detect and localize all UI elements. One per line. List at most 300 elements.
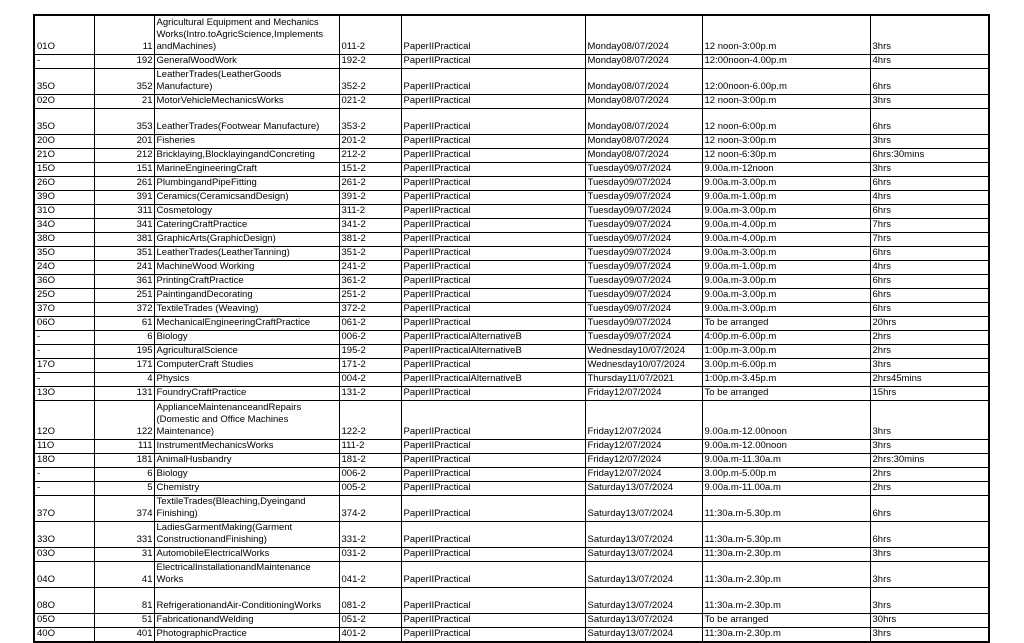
cell-subject-name: AgriculturalScience xyxy=(154,344,339,358)
cell-paper-title: PaperIIPractical xyxy=(401,218,585,232)
cell-subject-name: RefrigerationandAir-ConditioningWorks xyxy=(154,587,339,613)
table-row xyxy=(34,176,989,190)
cell-paper-title: PaperIIPractical xyxy=(401,274,585,288)
cell-duration: 30hrs xyxy=(870,613,989,627)
cell-exam-time: 11:30a.m-2.30p.m xyxy=(702,627,870,642)
cell-duration: 3hrs xyxy=(870,587,989,613)
cell-paper-title: PaperIIPractical xyxy=(401,108,585,134)
cell-exam-time: 11:30a.m-2.30p.m xyxy=(702,587,870,613)
cell-exam-date: Friday12/07/2024 xyxy=(585,453,702,467)
cell-exam-time: 12:00noon-4.00p.m xyxy=(702,54,870,68)
cell-paper-code: 122-2 xyxy=(339,400,401,439)
cell-duration: 4hrs xyxy=(870,54,989,68)
cell-paper-code: 381-2 xyxy=(339,232,401,246)
cell-exam-series-code: - xyxy=(34,481,94,495)
cell-exam-date: Friday12/07/2024 xyxy=(585,400,702,439)
cell-exam-time: 4:00p.m-6.00p.m xyxy=(702,330,870,344)
cell-subject-name: ComputerCraft Studies xyxy=(154,358,339,372)
cell-subject-name: GeneralWoodWork xyxy=(154,54,339,68)
cell-exam-date: Monday08/07/2024 xyxy=(585,54,702,68)
cell-subject-number: 331 xyxy=(94,521,154,547)
cell-subject-name: LeatherTrades(LeatherTanning) xyxy=(154,246,339,260)
cell-subject-name: TextileTrades (Weaving) xyxy=(154,302,339,316)
table-row xyxy=(34,453,989,467)
cell-exam-time: 3.00p.m-5.00p.m xyxy=(702,467,870,481)
table-row xyxy=(34,495,989,521)
cell-exam-time: To be arranged xyxy=(702,316,870,330)
cell-duration: 6hrs xyxy=(870,246,989,260)
cell-subject-name: InstrumentMechanicsWorks xyxy=(154,439,339,453)
cell-exam-series-code: 13O xyxy=(34,386,94,400)
table-row xyxy=(34,587,989,613)
cell-exam-date: Tuesday09/07/2024 xyxy=(585,246,702,260)
cell-exam-time: 9.00a.m-4.00p.m xyxy=(702,232,870,246)
cell-exam-time: 1:00p.m-3.00p.m xyxy=(702,344,870,358)
cell-subject-name: Fisheries xyxy=(154,134,339,148)
cell-paper-code: 351-2 xyxy=(339,246,401,260)
table-row xyxy=(34,204,989,218)
cell-paper-code: 374-2 xyxy=(339,495,401,521)
cell-duration: 6hrs xyxy=(870,521,989,547)
cell-exam-date: Tuesday09/07/2024 xyxy=(585,330,702,344)
cell-exam-series-code: 05O xyxy=(34,613,94,627)
cell-subject-number: 131 xyxy=(94,386,154,400)
cell-exam-date: Tuesday09/07/2024 xyxy=(585,232,702,246)
table-row xyxy=(34,288,989,302)
cell-exam-date: Tuesday09/07/2024 xyxy=(585,260,702,274)
table-row xyxy=(34,232,989,246)
cell-exam-time: 9.00a.m-11.00a.m xyxy=(702,481,870,495)
cell-paper-title: PaperIIPractical xyxy=(401,481,585,495)
cell-paper-code: 041-2 xyxy=(339,561,401,587)
cell-subject-number: 381 xyxy=(94,232,154,246)
cell-exam-series-code: 37O xyxy=(34,302,94,316)
table-row xyxy=(34,358,989,372)
cell-subject-number: 352 xyxy=(94,68,154,94)
cell-paper-code: 004-2 xyxy=(339,372,401,386)
cell-exam-date: Saturday13/07/2024 xyxy=(585,481,702,495)
exam-timetable-table xyxy=(33,14,990,643)
cell-exam-series-code: 18O xyxy=(34,453,94,467)
cell-exam-time: 3.00p.m-6.00p.m xyxy=(702,358,870,372)
cell-exam-time: 1:00p.m-3.45p.m xyxy=(702,372,870,386)
cell-exam-time: 12:00noon-6.00p.m xyxy=(702,68,870,94)
cell-duration: 3hrs xyxy=(870,400,989,439)
cell-subject-number: 401 xyxy=(94,627,154,642)
cell-subject-name: ApplianceMaintenanceandRepairs (Domestic and Office Machines Maintenance) xyxy=(154,400,339,439)
table-row xyxy=(34,344,989,358)
cell-duration: 6hrs xyxy=(870,302,989,316)
cell-subject-name: FabricationandWelding xyxy=(154,613,339,627)
cell-exam-time: 9.00a.m-1.00p.m xyxy=(702,260,870,274)
cell-paper-code: 151-2 xyxy=(339,162,401,176)
cell-paper-title: PaperIIPractical xyxy=(401,176,585,190)
cell-paper-code: 061-2 xyxy=(339,316,401,330)
table-row xyxy=(34,218,989,232)
cell-subject-name: LadiesGarmentMaking(Garment ConstructionandFinishing) xyxy=(154,521,339,547)
cell-exam-series-code: 20O xyxy=(34,134,94,148)
cell-duration: 6hrs:30mins xyxy=(870,148,989,162)
cell-exam-date: Saturday13/07/2024 xyxy=(585,613,702,627)
cell-duration: 7hrs xyxy=(870,218,989,232)
cell-exam-date: Friday12/07/2024 xyxy=(585,439,702,453)
cell-duration: 3hrs xyxy=(870,561,989,587)
cell-subject-number: 212 xyxy=(94,148,154,162)
cell-paper-code: 031-2 xyxy=(339,547,401,561)
table-row xyxy=(34,547,989,561)
cell-subject-number: 61 xyxy=(94,316,154,330)
cell-exam-date: Saturday13/07/2024 xyxy=(585,547,702,561)
cell-exam-series-code: 01O xyxy=(34,15,94,54)
timetable-sheet xyxy=(33,14,990,643)
cell-subject-name: Biology xyxy=(154,330,339,344)
cell-paper-code: 353-2 xyxy=(339,108,401,134)
cell-duration: 7hrs xyxy=(870,232,989,246)
table-row xyxy=(34,481,989,495)
cell-exam-time: 9.00a.m-3.00p.m xyxy=(702,246,870,260)
cell-paper-title: PaperIIPractical xyxy=(401,162,585,176)
table-row xyxy=(34,561,989,587)
cell-subject-name: Cosmetology xyxy=(154,204,339,218)
cell-exam-date: Monday08/07/2024 xyxy=(585,68,702,94)
cell-subject-name: PlumbingandPipeFitting xyxy=(154,176,339,190)
table-row xyxy=(34,68,989,94)
cell-exam-series-code: - xyxy=(34,344,94,358)
table-row xyxy=(34,400,989,439)
cell-exam-series-code: 24O xyxy=(34,260,94,274)
cell-exam-series-code: 35O xyxy=(34,68,94,94)
cell-paper-title: PaperIIPractical xyxy=(401,400,585,439)
cell-exam-time: 9.00a.m-3.00p.m xyxy=(702,274,870,288)
cell-exam-series-code: 40O xyxy=(34,627,94,642)
cell-exam-series-code: 39O xyxy=(34,190,94,204)
cell-subject-name: MarineEngineeringCraft xyxy=(154,162,339,176)
cell-paper-code: 391-2 xyxy=(339,190,401,204)
cell-paper-code: 081-2 xyxy=(339,587,401,613)
cell-paper-title: PaperIIPractical xyxy=(401,134,585,148)
cell-paper-code: 006-2 xyxy=(339,467,401,481)
cell-subject-number: 122 xyxy=(94,400,154,439)
cell-exam-series-code: 11O xyxy=(34,439,94,453)
cell-paper-title: PaperIIPractical xyxy=(401,190,585,204)
cell-subject-number: 4 xyxy=(94,372,154,386)
cell-exam-series-code: 04O xyxy=(34,561,94,587)
cell-exam-date: Monday08/07/2024 xyxy=(585,15,702,54)
cell-duration: 3hrs xyxy=(870,15,989,54)
cell-exam-series-code: - xyxy=(34,467,94,481)
cell-duration: 2hrs45mins xyxy=(870,372,989,386)
cell-duration: 6hrs xyxy=(870,204,989,218)
table-row xyxy=(34,108,989,134)
cell-paper-title: PaperIIPractical xyxy=(401,613,585,627)
cell-subject-number: 171 xyxy=(94,358,154,372)
table-row xyxy=(34,190,989,204)
cell-subject-number: 192 xyxy=(94,54,154,68)
cell-subject-name: Chemistry xyxy=(154,481,339,495)
cell-exam-series-code: 37O xyxy=(34,495,94,521)
table-row xyxy=(34,15,989,54)
cell-subject-name: MechanicalEngineeringCraftPractice xyxy=(154,316,339,330)
cell-subject-number: 21 xyxy=(94,94,154,108)
cell-paper-code: 352-2 xyxy=(339,68,401,94)
cell-duration: 3hrs xyxy=(870,162,989,176)
cell-exam-time: 9.00a.m-3.00p.m xyxy=(702,288,870,302)
cell-duration: 3hrs xyxy=(870,94,989,108)
cell-paper-title: PaperIIPractical xyxy=(401,439,585,453)
cell-paper-title: PaperIIPractical xyxy=(401,453,585,467)
cell-exam-series-code: 08O xyxy=(34,587,94,613)
cell-paper-title: PaperIIPractical xyxy=(401,358,585,372)
cell-subject-number: 391 xyxy=(94,190,154,204)
cell-exam-series-code: 25O xyxy=(34,288,94,302)
cell-subject-number: 361 xyxy=(94,274,154,288)
table-row xyxy=(34,302,989,316)
cell-exam-date: Tuesday09/07/2024 xyxy=(585,218,702,232)
cell-exam-time: 9.00a.m-3.00p.m xyxy=(702,204,870,218)
table-row xyxy=(34,274,989,288)
cell-paper-code: 341-2 xyxy=(339,218,401,232)
cell-exam-series-code: 02O xyxy=(34,94,94,108)
cell-exam-series-code: 35O xyxy=(34,108,94,134)
table-row xyxy=(34,162,989,176)
cell-paper-title: PaperIIPractical xyxy=(401,495,585,521)
cell-subject-number: 11 xyxy=(94,15,154,54)
cell-exam-time: 9.00a.m-1.00p.m xyxy=(702,190,870,204)
cell-exam-date: Monday08/07/2024 xyxy=(585,148,702,162)
cell-exam-date: Monday08/07/2024 xyxy=(585,134,702,148)
cell-paper-code: 331-2 xyxy=(339,521,401,547)
cell-exam-time: 12 noon-3:00p.m xyxy=(702,134,870,148)
cell-exam-date: Wednesday10/07/2024 xyxy=(585,344,702,358)
cell-subject-name: Bricklaying,BlocklayingandConcreting xyxy=(154,148,339,162)
cell-exam-date: Thursday11/07/2021 xyxy=(585,372,702,386)
cell-paper-title: PaperIIPracticalAlternativeB xyxy=(401,344,585,358)
cell-paper-code: 005-2 xyxy=(339,481,401,495)
table-row xyxy=(34,246,989,260)
cell-exam-date: Tuesday09/07/2024 xyxy=(585,316,702,330)
cell-exam-time: 12 noon-6:00p.m xyxy=(702,108,870,134)
cell-paper-code: 131-2 xyxy=(339,386,401,400)
cell-duration: 3hrs xyxy=(870,358,989,372)
cell-paper-code: 181-2 xyxy=(339,453,401,467)
cell-paper-code: 261-2 xyxy=(339,176,401,190)
cell-subject-number: 31 xyxy=(94,547,154,561)
cell-exam-time: 11:30a.m-5.30p.m xyxy=(702,521,870,547)
cell-subject-number: 5 xyxy=(94,481,154,495)
cell-paper-code: 011-2 xyxy=(339,15,401,54)
cell-exam-time: 9.00a.m-12noon xyxy=(702,162,870,176)
cell-duration: 3hrs xyxy=(870,134,989,148)
cell-paper-code: 212-2 xyxy=(339,148,401,162)
cell-paper-title: PaperIIPractical xyxy=(401,547,585,561)
cell-exam-time: 9.00a.m-4.00p.m xyxy=(702,218,870,232)
cell-exam-date: Tuesday09/07/2024 xyxy=(585,162,702,176)
cell-exam-date: Saturday13/07/2024 xyxy=(585,521,702,547)
cell-exam-series-code: 34O xyxy=(34,218,94,232)
cell-subject-name: AutomobileElectricalWorks xyxy=(154,547,339,561)
cell-exam-series-code: 17O xyxy=(34,358,94,372)
cell-exam-date: Saturday13/07/2024 xyxy=(585,561,702,587)
cell-paper-code: 251-2 xyxy=(339,288,401,302)
table-row xyxy=(34,372,989,386)
cell-duration: 2hrs xyxy=(870,330,989,344)
cell-subject-number: 6 xyxy=(94,467,154,481)
table-row xyxy=(34,94,989,108)
cell-exam-time: 9.00a.m-3.00p.m xyxy=(702,302,870,316)
table-row xyxy=(34,439,989,453)
cell-paper-title: PaperIIPractical xyxy=(401,15,585,54)
table-row xyxy=(34,521,989,547)
cell-subject-name: ElectricalInstallationandMaintenance Works xyxy=(154,561,339,587)
cell-paper-title: PaperIIPractical xyxy=(401,521,585,547)
cell-paper-title: PaperIIPractical xyxy=(401,204,585,218)
cell-exam-date: Saturday13/07/2024 xyxy=(585,587,702,613)
cell-exam-series-code: 31O xyxy=(34,204,94,218)
cell-exam-date: Friday12/07/2024 xyxy=(585,386,702,400)
cell-subject-name: PaintingandDecorating xyxy=(154,288,339,302)
cell-exam-series-code: 12O xyxy=(34,400,94,439)
cell-exam-series-code: 33O xyxy=(34,521,94,547)
cell-paper-title: PaperIIPractical xyxy=(401,68,585,94)
cell-subject-number: 311 xyxy=(94,204,154,218)
cell-exam-date: Tuesday09/07/2024 xyxy=(585,204,702,218)
cell-exam-date: Friday12/07/2024 xyxy=(585,467,702,481)
cell-subject-name: FoundryCraftPractice xyxy=(154,386,339,400)
cell-exam-time: To be arranged xyxy=(702,613,870,627)
table-row xyxy=(34,260,989,274)
cell-exam-series-code: 15O xyxy=(34,162,94,176)
cell-paper-title: PaperIIPractical xyxy=(401,302,585,316)
cell-exam-series-code: - xyxy=(34,54,94,68)
cell-duration: 2hrs xyxy=(870,344,989,358)
cell-duration: 15hrs xyxy=(870,386,989,400)
cell-exam-time: 9.00a.m-12.00noon xyxy=(702,439,870,453)
cell-exam-time: 11:30a.m-5.30p.m xyxy=(702,495,870,521)
cell-exam-date: Wednesday10/07/2024 xyxy=(585,358,702,372)
cell-paper-title: PaperIIPractical xyxy=(401,467,585,481)
cell-paper-title: PaperIIPractical xyxy=(401,386,585,400)
cell-exam-series-code: - xyxy=(34,372,94,386)
cell-exam-time: 12 noon-6:30p.m xyxy=(702,148,870,162)
cell-subject-name: Agricultural Equipment and Mechanics Works(Intro.toAgricScience,Implements andMachines) xyxy=(154,15,339,54)
cell-subject-number: 353 xyxy=(94,108,154,134)
cell-subject-number: 111 xyxy=(94,439,154,453)
cell-exam-date: Saturday13/07/2024 xyxy=(585,627,702,642)
cell-exam-time: 12 noon-3:00p.m xyxy=(702,94,870,108)
cell-subject-number: 251 xyxy=(94,288,154,302)
cell-exam-time: 9.00a.m-11.30a.m xyxy=(702,453,870,467)
cell-exam-series-code: - xyxy=(34,330,94,344)
cell-exam-series-code: 06O xyxy=(34,316,94,330)
cell-subject-name: PrintingCraftPractice xyxy=(154,274,339,288)
cell-paper-code: 111-2 xyxy=(339,439,401,453)
cell-exam-time: 12 noon-3:00p.m xyxy=(702,15,870,54)
cell-subject-number: 201 xyxy=(94,134,154,148)
cell-exam-series-code: 03O xyxy=(34,547,94,561)
cell-exam-date: Tuesday09/07/2024 xyxy=(585,190,702,204)
cell-subject-number: 261 xyxy=(94,176,154,190)
cell-duration: 6hrs xyxy=(870,108,989,134)
cell-duration: 6hrs xyxy=(870,495,989,521)
cell-paper-title: PaperIIPractical xyxy=(401,627,585,642)
table-row xyxy=(34,330,989,344)
cell-paper-title: PaperIIPractical xyxy=(401,232,585,246)
cell-subject-number: 81 xyxy=(94,587,154,613)
cell-subject-number: 151 xyxy=(94,162,154,176)
cell-paper-code: 401-2 xyxy=(339,627,401,642)
cell-duration: 3hrs xyxy=(870,547,989,561)
cell-duration: 4hrs xyxy=(870,260,989,274)
cell-duration: 3hrs xyxy=(870,627,989,642)
cell-paper-code: 311-2 xyxy=(339,204,401,218)
cell-subject-number: 51 xyxy=(94,613,154,627)
cell-subject-number: 41 xyxy=(94,561,154,587)
cell-paper-title: PaperIIPractical xyxy=(401,316,585,330)
cell-paper-code: 372-2 xyxy=(339,302,401,316)
cell-paper-title: PaperIIPractical xyxy=(401,54,585,68)
cell-duration: 2hrs xyxy=(870,467,989,481)
cell-subject-name: PhotographicPractice xyxy=(154,627,339,642)
cell-subject-name: LeatherTrades(LeatherGoods Manufacture) xyxy=(154,68,339,94)
cell-subject-name: MachineWood Working xyxy=(154,260,339,274)
cell-subject-number: 372 xyxy=(94,302,154,316)
cell-subject-name: LeatherTrades(Footwear Manufacture) xyxy=(154,108,339,134)
cell-subject-number: 374 xyxy=(94,495,154,521)
cell-subject-name: Biology xyxy=(154,467,339,481)
cell-paper-title: PaperIIPractical xyxy=(401,260,585,274)
cell-subject-name: Physics xyxy=(154,372,339,386)
cell-subject-number: 181 xyxy=(94,453,154,467)
cell-exam-series-code: 36O xyxy=(34,274,94,288)
cell-exam-series-code: 21O xyxy=(34,148,94,162)
cell-exam-time: 9.00a.m-12.00noon xyxy=(702,400,870,439)
cell-exam-date: Monday08/07/2024 xyxy=(585,108,702,134)
table-row xyxy=(34,386,989,400)
cell-paper-code: 241-2 xyxy=(339,260,401,274)
cell-exam-time: 9.00a.m-3.00p.m xyxy=(702,176,870,190)
cell-subject-name: GraphicArts(GraphicDesign) xyxy=(154,232,339,246)
cell-paper-code: 361-2 xyxy=(339,274,401,288)
table-row xyxy=(34,316,989,330)
cell-paper-code: 051-2 xyxy=(339,613,401,627)
table-row xyxy=(34,54,989,68)
cell-paper-title: PaperIIPractical xyxy=(401,246,585,260)
table-row xyxy=(34,467,989,481)
table-row xyxy=(34,627,989,642)
cell-duration: 2hrs:30mins xyxy=(870,453,989,467)
cell-subject-number: 195 xyxy=(94,344,154,358)
cell-subject-name: CateringCraftPractice xyxy=(154,218,339,232)
cell-subject-name: MotorVehicleMechanicsWorks xyxy=(154,94,339,108)
cell-duration: 4hrs xyxy=(870,190,989,204)
cell-exam-date: Tuesday09/07/2024 xyxy=(585,302,702,316)
table-row xyxy=(34,134,989,148)
cell-exam-date: Tuesday09/07/2024 xyxy=(585,274,702,288)
cell-paper-title: PaperIIPracticalAlternativeB xyxy=(401,330,585,344)
cell-subject-name: Ceramics(CeramicsandDesign) xyxy=(154,190,339,204)
cell-duration: 3hrs xyxy=(870,439,989,453)
cell-subject-number: 351 xyxy=(94,246,154,260)
cell-paper-title: PaperIIPractical xyxy=(401,94,585,108)
cell-paper-code: 195-2 xyxy=(339,344,401,358)
cell-exam-series-code: 35O xyxy=(34,246,94,260)
cell-duration: 2hrs xyxy=(870,481,989,495)
cell-paper-title: PaperIIPractical xyxy=(401,148,585,162)
cell-paper-title: PaperIIPracticalAlternativeB xyxy=(401,372,585,386)
cell-duration: 6hrs xyxy=(870,176,989,190)
cell-duration: 20hrs xyxy=(870,316,989,330)
cell-exam-date: Tuesday09/07/2024 xyxy=(585,288,702,302)
